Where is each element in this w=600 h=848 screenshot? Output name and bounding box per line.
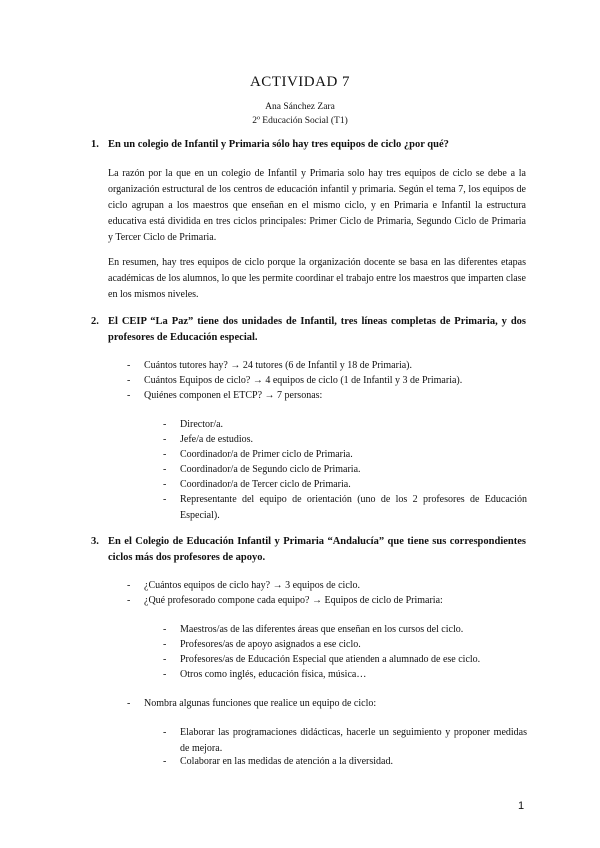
bullet-dash: - — [163, 479, 167, 490]
course-name: 2º Educación Social (T1) — [252, 116, 348, 126]
list-item-text: ¿Qué profesorado compone cada equipo? → Equipos de ciclo de Primaria: — [144, 595, 443, 606]
bullet-dash: - — [163, 756, 167, 767]
bullet-dash: - — [127, 580, 131, 591]
bullet-dash: - — [127, 375, 131, 386]
list-item-text: Elaborar las programaciones didácticas, hacerle un seguimiento y proponer medidas de mejora. — [180, 727, 527, 754]
bullet-dash: - — [163, 494, 167, 505]
bullet-dash: - — [163, 434, 167, 445]
list-item-text: Profesores/as de Educación Especial que atienden a alumnado de ese ciclo. — [180, 654, 481, 665]
answer-1-paragraph-1: La razón por la que en un colegio de Infantil y Primaria solo hay tres equipos de ciclo se debe a la organización estructural de los centros de educación infantil y primaria. Según el tema 7, los equipos de ciclo agrupan a los maestros que enseñan en el mismo ciclo, y en Primaria e Infantil la estructura educativa está dividida en tres ciclos principales: Primer Ciclo de Primaria, Segundo Ciclo de Primaria y Tercer Ciclo de Primaria. — [108, 168, 526, 243]
question-number: 1. — [91, 139, 99, 150]
list-item-text: Director/a. — [180, 419, 224, 430]
list-item-text: Cuántos tutores hay? → 24 tutores (6 de Infantil y 18 de Primaria). — [144, 360, 412, 371]
page-title: ACTIVIDAD 7 — [249, 74, 351, 90]
page-number: 1 — [518, 800, 525, 812]
bullet-dash: - — [163, 464, 167, 475]
list-item-text: Nombra algunas funciones que realice un equipo de ciclo: — [144, 698, 377, 709]
bullet-dash: - — [163, 419, 167, 430]
list-item-text: Coordinador/a de Primer ciclo de Primaria. — [180, 449, 353, 460]
question-number: 3. — [91, 536, 99, 547]
list-item-text: Colaborar en las medidas de atención a la diversidad. — [180, 756, 393, 767]
question-number: 2. — [91, 316, 99, 327]
bullet-dash: - — [127, 360, 131, 371]
list-item-text: ¿Cuántos equipos de ciclo hay? → 3 equipos de ciclo. — [144, 580, 361, 591]
answer-1-paragraph-2: En resumen, hay tres equipos de ciclo porque la organización docente se basa en las diferentes etapas académicas de los alumnos, lo que les permite coordinar el trabajo entre los maestros que imparten clase en los mismos niveles. — [108, 257, 526, 300]
list-item-text: Maestros/as de las diferentes áreas que enseñan en los cursos del ciclo. — [180, 624, 464, 635]
bullet-dash: - — [163, 449, 167, 460]
list-item-text: Profesores/as de apoyo asignados a ese ciclo. — [180, 639, 361, 650]
author-name: Ana Sánchez Zara — [265, 102, 335, 112]
bullet-dash: - — [163, 654, 167, 665]
bullet-dash: - — [163, 639, 167, 650]
bullet-dash: - — [163, 669, 167, 680]
question-text: En un colegio de Infantil y Primaria sólo hay tres equipos de ciclo ¿por qué? — [108, 139, 449, 150]
list-item-text: Otros como inglés, educación física, música… — [180, 669, 367, 680]
list-item-text: Coordinador/a de Tercer ciclo de Primaria. — [180, 479, 351, 490]
list-item-text: Cuántos Equipos de ciclo? → 4 equipos de ciclo (1 de Infantil y 3 de Primaria). — [144, 375, 463, 386]
question-text: En el Colegio de Educación Infantil y Primaria “Andalucía” que tiene sus correspondientes ciclos más dos profesores de apoyo. — [108, 536, 526, 563]
list-item-text: Coordinador/a de Segundo ciclo de Primaria. — [180, 464, 361, 475]
bullet-dash: - — [163, 624, 167, 635]
bullet-dash: - — [127, 595, 131, 606]
bullet-dash: - — [127, 698, 131, 709]
bullet-dash: - — [127, 390, 131, 401]
list-item-text: Representante del equipo de orientación (uno de los 2 profesores de Educación Especial). — [180, 494, 527, 521]
bullet-dash: - — [163, 727, 167, 738]
list-item-text: Quiénes componen el ETCP? → 7 personas: — [144, 390, 323, 401]
list-item-text: Jefe/a de estudios. — [180, 434, 254, 445]
question-text: El CEIP “La Paz” tiene dos unidades de Infantil, tres líneas completas de Primaria, y dos profesores de Educación especial. — [108, 316, 526, 343]
